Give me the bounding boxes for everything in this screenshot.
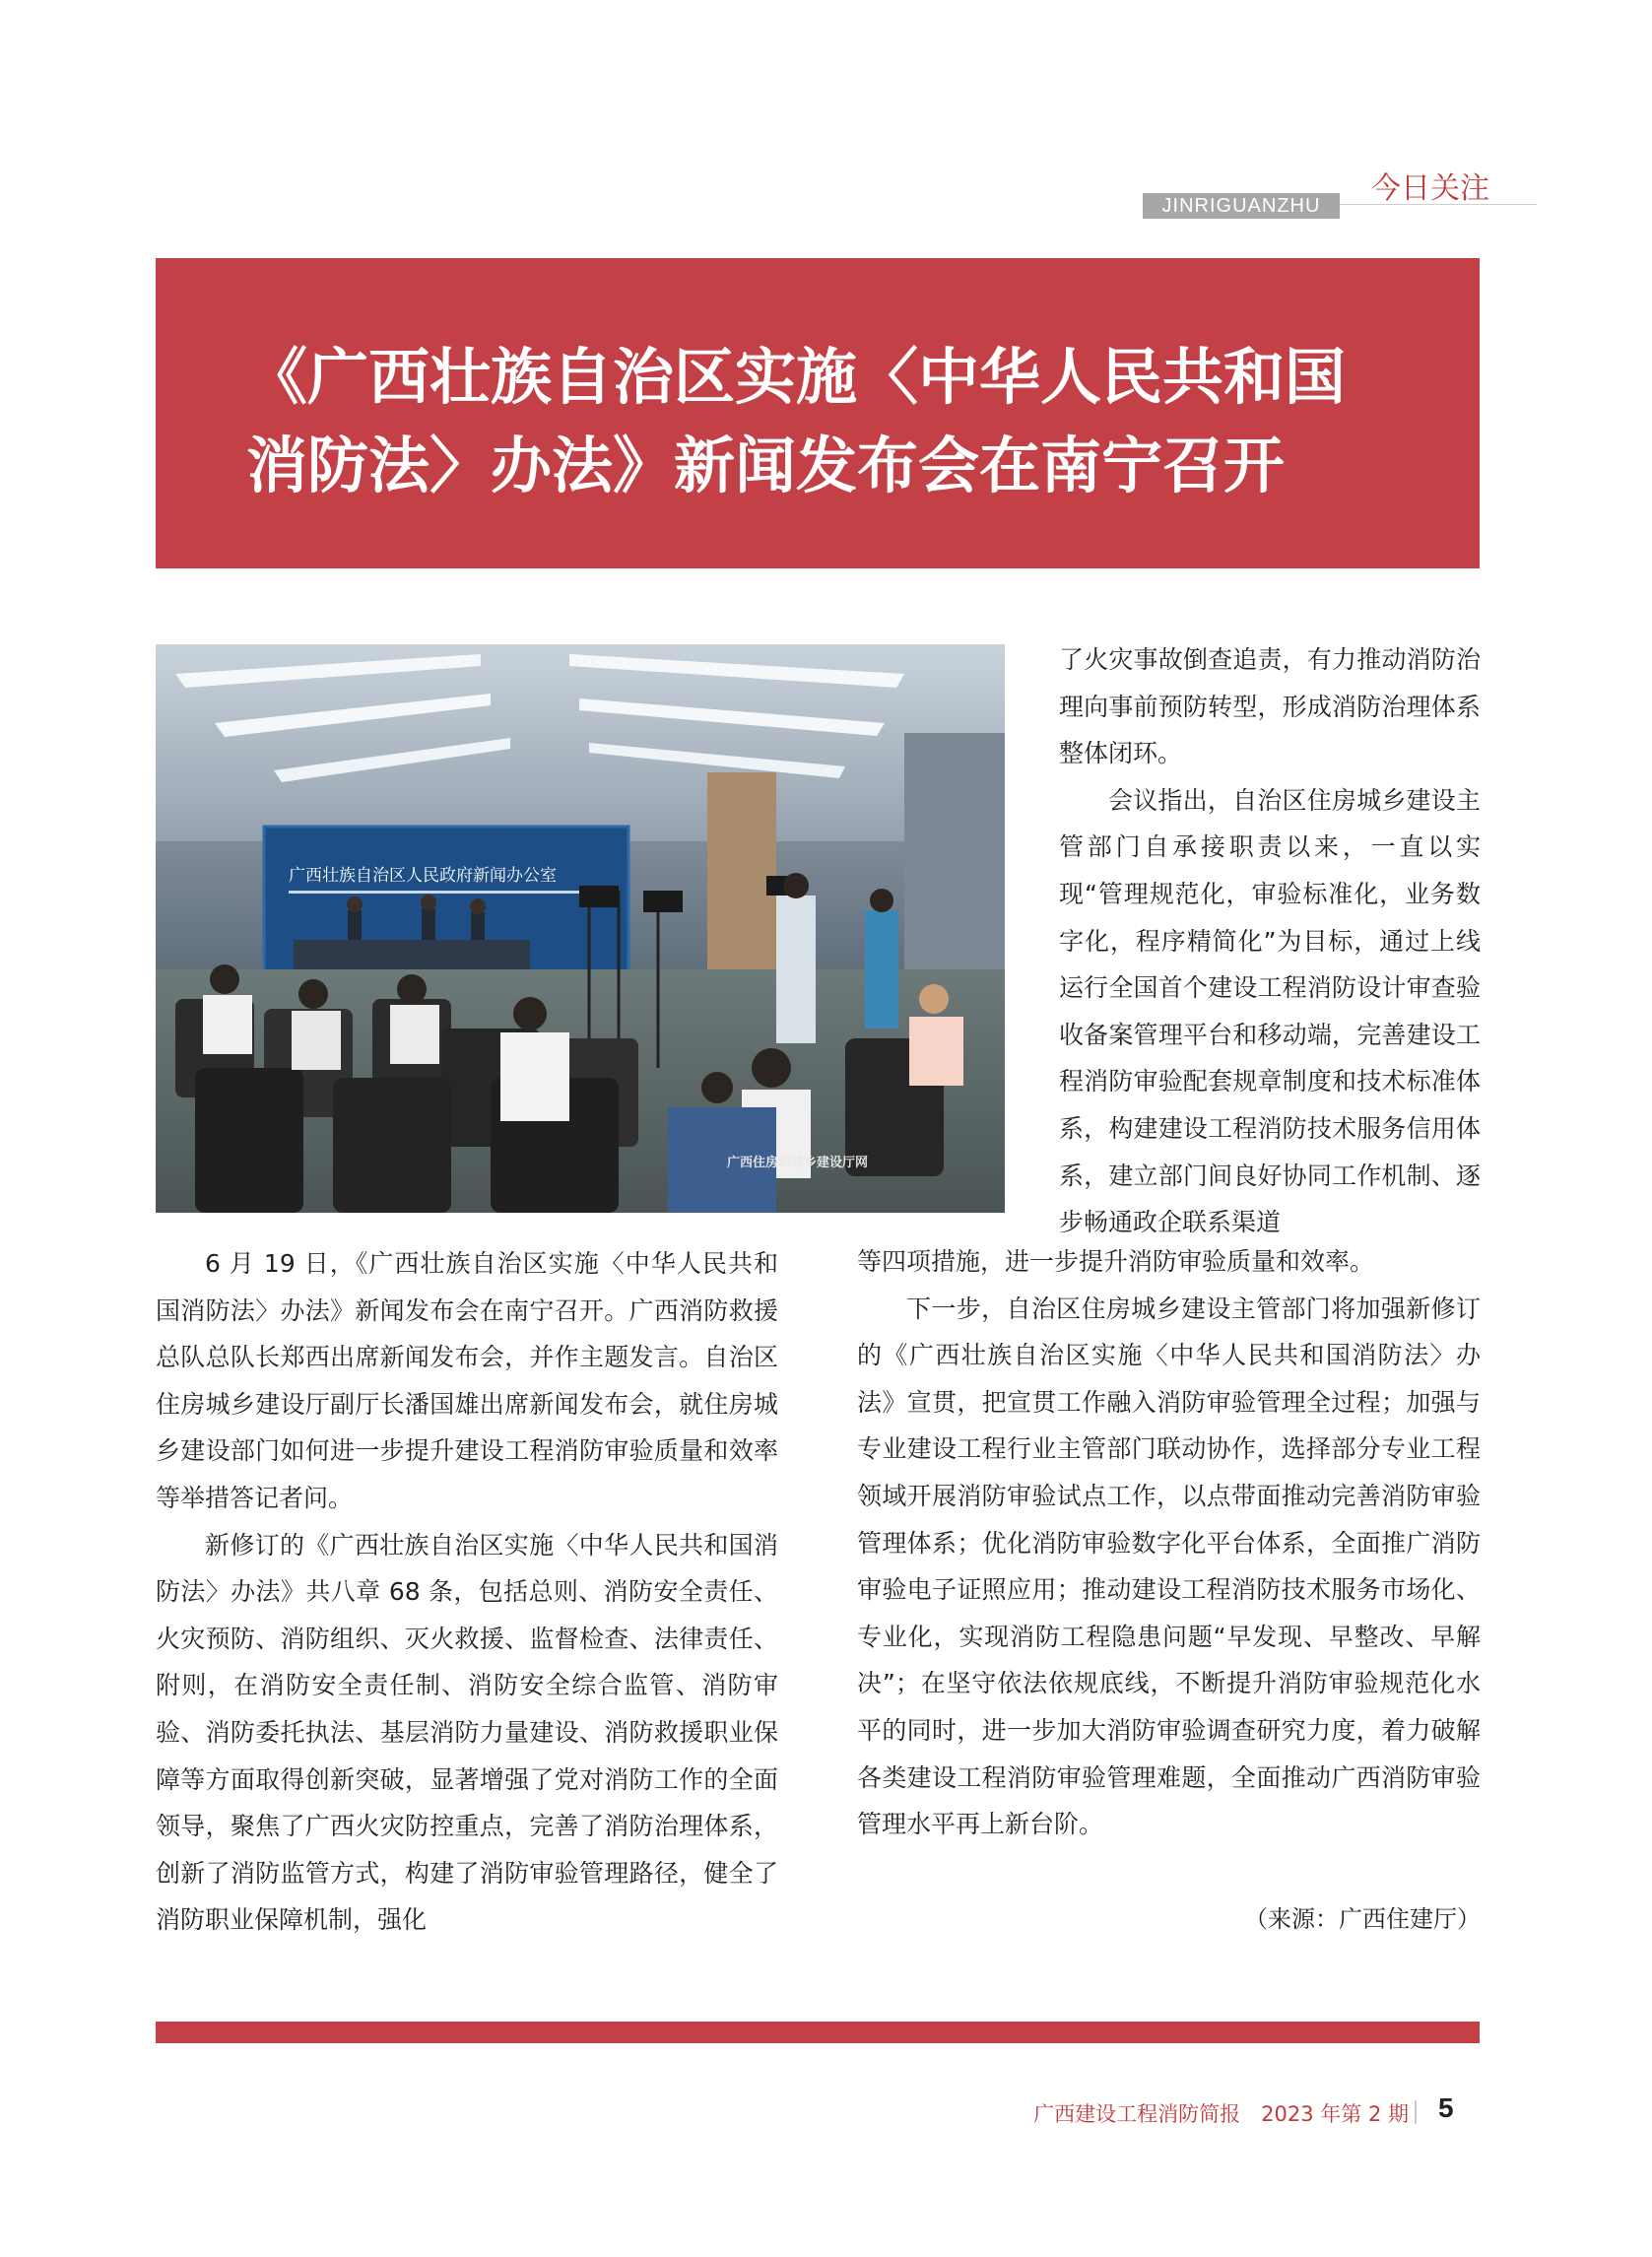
article-title xyxy=(246,333,1409,510)
screen-banner-text: 广西壮族自治区人民政府新闻办公室 xyxy=(289,866,557,886)
header-column-name: 今日关注 xyxy=(1371,171,1489,206)
footer-separator xyxy=(1415,2100,1417,2124)
right-bottom-paragraph-1: 等四项措施，进一步提升消防审验质量和效率。 xyxy=(857,1247,1375,1276)
right-top-paragraph-1: 了火灾事故倒查追责，有力推动消防治理向事前预防转型，形成消防治理体系整体闭环。 xyxy=(1059,645,1481,768)
source-credit: （来源：广西住建厅） xyxy=(1244,1905,1481,1933)
left-paragraph-1: 6 月 19 日，《广西壮族自治区实施〈中华人民共和国消防法〉办法》新闻发布会在南宁召开。广西消防救援总队总队长郑西出席新闻发布会，并作主题发言。自治区住房城乡建设厅副厅长潘国雄出席新闻发布会，就住房城乡建设部门如何进一步提升建设工程消防审验质量和效率等举措答记者问。 xyxy=(156,1249,778,1512)
right-bottom-paragraph-2: 下一步，自治区住房城乡建设主管部门将加强新修订的《广西壮族自治区实施〈中华人民共和国消防法〉办法》宣贯，把宣贯工作融入消防审验管理全过程；加强与专业建设工程行业主管部门联动协作，选择部分专业工程领域开展消防审验试点工作，以点带面推动完善消防审验管理体系；优化消防审验数字化平台体系，全面推广消防审验电子证照应用；推动建设工程消防技术服务市场化、专业化，实现消防工程隐患问题“早发现、早整改、早解决”；在坚守依法依规底线，不断提升消防审验规范化水平的同时，进一步加大消防审验调查研究力度，着力破解各类建设工程消防审验管理难题，全面推动广西消防审验管理水平再上新台阶。 xyxy=(857,1294,1481,1839)
press-conference-photo xyxy=(156,644,1005,1213)
left-column xyxy=(156,1240,778,1944)
photo-watermark: 广西住房和城乡建设厅网 xyxy=(727,1156,869,1170)
page-number: 5 xyxy=(1438,2092,1454,2123)
footer-publication: 广西建设工程消防简报 2023 年第 2 期 xyxy=(1033,2102,1409,2126)
title-line-1: 《广西壮族自治区实施〈中华人民共和国 xyxy=(246,341,1347,413)
right-column-top xyxy=(1059,636,1481,1246)
right-top-paragraph-2: 会议指出，自治区住房城乡建设主管部门自承接职责以来，一直以实现“管理规范化，审验标准化，业务数字化，程序精简化”为目标，通过上线运行全国首个建设工程消防设计审查验收备案管理平台和移动端，完善建设工程消防审验配套规章制度和技术标准体系，构建建设工程消防技术服务信用体系，建立部门间良好协同工作机制、逐步畅通政企联系渠道 xyxy=(1059,785,1481,1237)
bottom-accent-bar xyxy=(156,2022,1480,2043)
left-paragraph-2: 新修订的《广西壮族自治区实施〈中华人民共和国消防法〉办法》共八章 68 条，包括总则、消防安全责任、火灾预防、消防组织、灭火救援、监督检查、法律责任、附则，在消防安全责任制、消防安全综合监管、消防审验、消防委托执法、基层消防力量建设、消防救援职业保障等方面取得创新突破，显著增强了党对消防工作的全面领导，聚焦了广西火灾防控重点，完善了消防治理体系，创新了消防监管方式，构建了消防审验管理路径，健全了消防职业保障机制，强化 xyxy=(156,1530,778,1935)
header-pinyin-tag: JINRIGUANZHU xyxy=(1143,193,1340,219)
title-line-2: 消防法〉办法》新闻发布会在南宁召开 xyxy=(246,430,1286,501)
right-column-bottom xyxy=(857,1238,1481,1848)
